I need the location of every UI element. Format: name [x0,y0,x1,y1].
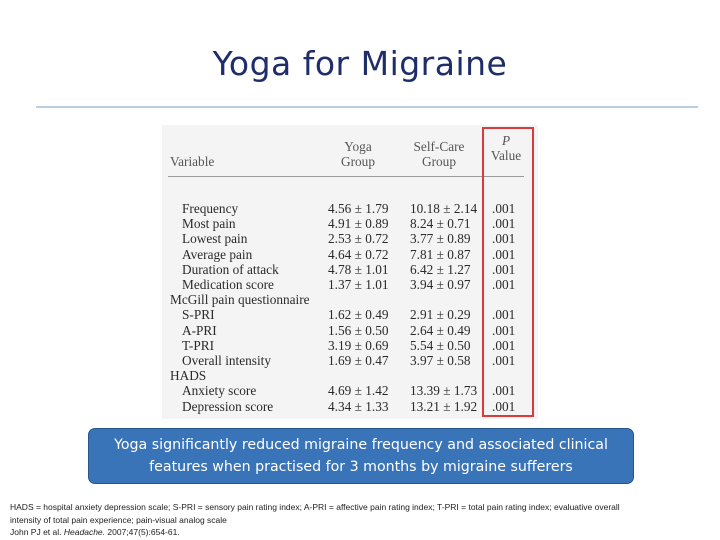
p-value: .001 [492,261,516,277]
yoga-value: 1.62 ± 0.49 [328,307,389,323]
header-p-line2: Value [490,148,522,163]
selfcare-value: 3.94 ± 0.97 [410,277,471,292]
row-label: Anxiety score [182,383,257,399]
row-label: Medication score [182,277,274,292]
selfcare-value: 10.18 ± 2.14 [410,201,478,216]
yoga-value: 4.64 ± 0.72 [328,246,389,262]
row-label: T-PRI [182,337,215,353]
row-label: A-PRI [182,322,217,338]
row-label: Frequency [182,201,239,216]
header-selfcare-line2: Group [422,154,456,169]
summary-callout [88,428,634,484]
p-value: .001 [492,246,516,262]
yoga-value: 1.69 ± 0.47 [328,353,389,368]
p-value: .001 [492,383,516,399]
row-label: Depression score [182,398,274,414]
p-value-highlight-box [482,127,534,417]
selfcare-value: 5.54 ± 0.50 [410,337,471,353]
yoga-value: 1.37 ± 1.01 [328,277,389,292]
yoga-value: 2.53 ± 0.72 [328,231,389,247]
header-yoga-line1: Yoga [344,139,372,154]
citation-journal: Headache. [63,527,106,537]
citation-authors: John PJ et al. [10,527,62,537]
slide-title: Yoga for Migraine [212,44,508,83]
header-yoga-group [322,139,394,169]
row-label: Most pain [182,216,236,232]
header-p-line1: P [501,133,511,148]
p-value: .001 [492,398,516,414]
citation-details: 2007;47(5):654-61. [107,527,180,537]
yoga-value: 4.34 ± 1.33 [328,398,389,414]
selfcare-value: 13.21 ± 1.92 [410,398,478,414]
p-value: .001 [492,353,516,368]
title-divider [36,106,698,108]
p-value: .001 [492,322,516,338]
callout-line-2: features when practised for 3 months by migraine sufferers [149,459,573,475]
selfcare-value: 13.39 ± 1.73 [410,383,478,399]
yoga-value: 4.91 ± 0.89 [328,216,389,232]
row-label: HADS [170,368,207,384]
p-value: .001 [492,216,516,232]
footnote-line-1: HADS = hospital anxiety depression scale; S-PRI = sensory pain rating index; A-PRI = affective pain rating index; T-PRI = total pain rating index; evaluative overall [10,502,620,512]
header-variable: Variable [170,154,215,169]
p-value: .001 [492,231,516,247]
p-value: .001 [492,337,516,353]
selfcare-value: 7.81 ± 0.87 [410,246,471,262]
p-value: .001 [492,307,516,323]
footnote-line-2: intensity of total pain experience; pain-visual analog scale [10,514,227,525]
selfcare-value: 3.77 ± 0.89 [410,231,471,247]
yoga-value: 4.78 ± 1.01 [328,261,389,277]
header-selfcare-line1: Self-Care [413,139,465,154]
row-label: Duration of attack [182,261,279,277]
yoga-value: 4.56 ± 1.79 [328,201,389,216]
selfcare-value: 2.91 ± 0.29 [410,307,471,323]
header-selfcare-group [404,139,474,169]
row-label: McGill pain questionnaire [170,292,310,308]
yoga-value: 4.69 ± 1.42 [328,383,389,399]
yoga-value: 3.19 ± 0.69 [328,337,389,353]
callout-line-1: Yoga significantly reduced migraine frequency and associated clinical [114,437,608,453]
row-label: S-PRI [182,307,215,323]
p-value: .001 [492,201,516,216]
header-yoga-line2: Group [341,154,375,169]
selfcare-value: 3.97 ± 0.58 [410,353,471,368]
citation [10,526,710,539]
row-label: Average pain [182,246,253,262]
row-label: Overall intensity [182,353,271,368]
p-value: .001 [492,277,516,292]
footnote [10,501,710,539]
row-label: Lowest pain [182,231,248,247]
selfcare-value: 2.64 ± 0.49 [410,322,471,338]
yoga-value: 1.56 ± 0.50 [328,322,389,338]
selfcare-value: 6.42 ± 1.27 [410,261,471,277]
header-rule [168,176,524,177]
selfcare-value: 8.24 ± 0.71 [410,216,471,232]
